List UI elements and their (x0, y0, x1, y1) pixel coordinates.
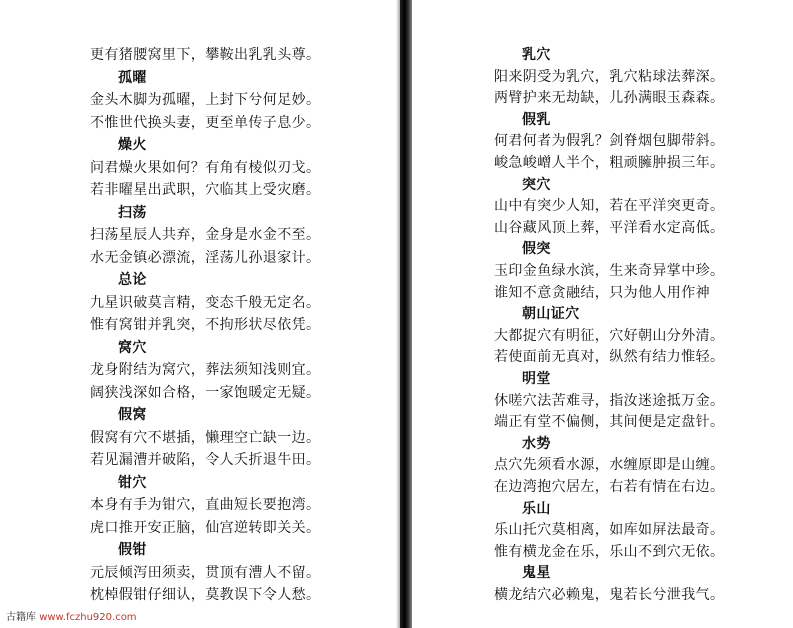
section-heading: 突穴 (522, 176, 551, 193)
verse-line: 大都捉穴有明征，穴好朝山分外清。 (494, 327, 725, 344)
verse-line: 山中有突少人知，若在平洋突更奇。 (494, 198, 725, 215)
verse-line: 更有猪腰窝里下，攀鞍出乳乳头尊。 (90, 47, 321, 63)
book-spine (400, 0, 412, 628)
section-heading: 朝山证穴 (522, 306, 580, 323)
verse-line: 阔狭浅深如合格，一家饱暖定无疑。 (90, 384, 321, 401)
section-heading: 假突 (522, 241, 551, 258)
verse-line: 惟有窝钳并乳突，不拘形状尽依凭。 (90, 317, 321, 333)
verse-line: 山谷藏风顶上葬，平洋看水定高低。 (494, 219, 725, 236)
verse-line: 本身有手为钳穴，直曲短长要抱湾。 (90, 497, 321, 513)
section-heading: 鬼星 (522, 565, 551, 582)
section-heading: 明堂 (522, 371, 551, 387)
verse-line: 横龙结穴必赖鬼，鬼若长兮泄我气。 (494, 587, 725, 603)
verse-line: 玉印金鱼绿水滨，生来奇异掌中珍。 (494, 263, 725, 279)
section-heading: 假窝 (118, 407, 147, 423)
verse-line: 在边湾抱穴居左，右若有情在右边。 (494, 479, 725, 495)
verse-line: 元辰倾泻田须卖，贯顶有漕人不留。 (90, 564, 321, 581)
verse-line: 金头木脚为孤曜，上封下兮何足妙。 (90, 92, 321, 108)
section-heading: 燥火 (118, 137, 147, 153)
verse-line: 若使面前无真对，纵然有结力惟轻。 (494, 349, 725, 366)
right-page-text (412, 0, 793, 628)
section-heading: 乐山 (522, 500, 551, 517)
verse-line: 枕棹假钳仔细认，莫教误下令人愁。 (90, 587, 321, 603)
verse-line: 两臂护来无劫缺，儿孙满眼玉森森。 (494, 90, 725, 107)
verse-line: 九星识破莫言精，变态千般无定名。 (90, 294, 321, 311)
verse-line: 水无金镇必漂流，淫荡儿孙退家计。 (90, 249, 321, 266)
section-heading: 水势 (522, 435, 551, 452)
verse-line: 不惟世代换头妻，更至单传子息少。 (90, 114, 321, 131)
verse-line: 若见漏漕并破陷，令人夭折退牛田。 (90, 452, 321, 468)
verse-line: 龙身附结为窝穴，葬法须知浅则宜。 (90, 362, 321, 378)
section-heading: 孤曜 (118, 69, 147, 86)
verse-line: 虎口推开安正脑，仙宫逆转即关关。 (90, 519, 321, 536)
verse-line: 峻急峻嶒人半个，粗顽臃肿损三年。 (494, 155, 725, 171)
section-heading: 扫荡 (118, 204, 147, 221)
section-heading: 假钳 (118, 542, 147, 558)
verse-line: 阳来阴受为乳穴，乳穴粘球法葬深。 (494, 68, 725, 85)
verse-line: 休嗟穴法苦难寻，指汝迷途抵万金。 (494, 392, 725, 409)
section-heading: 乳穴 (522, 47, 551, 63)
section-heading: 假乳 (522, 111, 551, 128)
verse-line: 扫荡星辰人共弃，金身是水金不至。 (90, 227, 321, 243)
right-page (412, 0, 793, 628)
verse-line: 惟有横龙金在乐，乐山不到穴无依。 (494, 543, 725, 560)
verse-line: 问君燥火果如何？有角有棱似刃戈。 (90, 159, 321, 176)
section-heading: 总论 (118, 272, 147, 288)
verse-line: 若非曜星出武职，穴临其上受灾磨。 (90, 182, 321, 198)
watermark-footer (6, 608, 137, 623)
footer-site-name: 古籍库 (6, 612, 36, 623)
verse-line: 乐山托穴莫相离，如库如屏法最奇。 (494, 522, 725, 539)
verse-line: 假窝有穴不堪插，懒理空亡缺一边。 (90, 429, 321, 446)
section-heading: 钳穴 (118, 474, 147, 491)
footer-url: www.fczhu920.com (39, 612, 137, 623)
verse-line: 端正有堂不偏侧，其间便是定盘针。 (494, 414, 725, 431)
section-heading: 窝穴 (118, 339, 147, 356)
verse-line: 何君何者为假乳？剑脊烟包脚带斜。 (494, 133, 725, 150)
verse-line: 点穴先须看水源，水缠原即是山缠。 (494, 457, 725, 474)
verse-line: 谁知不意贪融结，只为他人用作神 (494, 284, 710, 301)
